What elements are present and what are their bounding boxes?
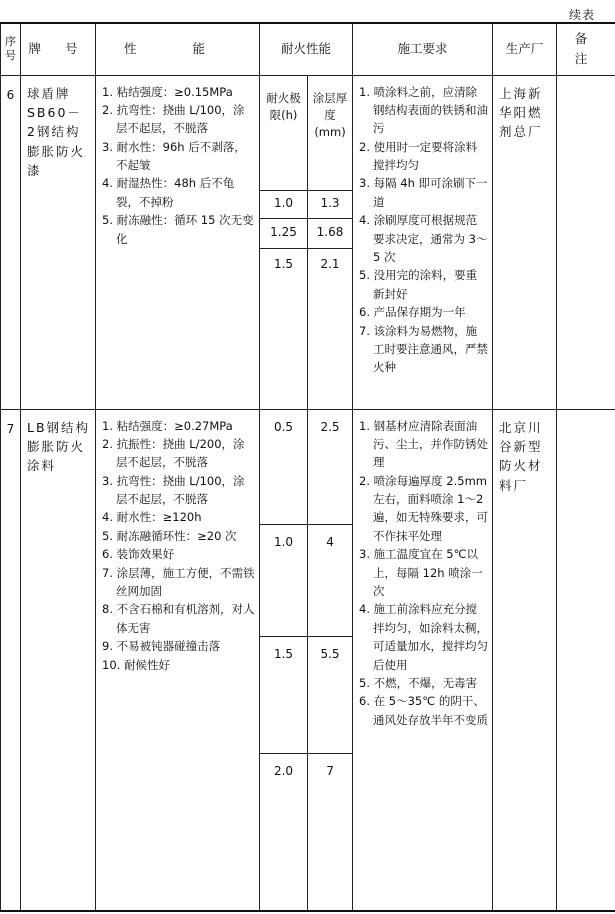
fire-limit-value: 1.0 bbox=[260, 524, 308, 636]
list-item: 3. 每隔 4h 即可涂刷下一道 bbox=[359, 176, 488, 209]
header-brand: 牌 号 bbox=[21, 23, 96, 75]
construction-list bbox=[353, 409, 493, 911]
list-item: 8. 不含石棉和有机溶剂，对人体无害 bbox=[102, 602, 255, 635]
list-item: 6. 在 5～35℃ 的阴干、通风处存放半年不变质 bbox=[359, 694, 489, 727]
list-item: 4. 耐水性：≥120h bbox=[102, 510, 202, 525]
list-item: 4. 涂刷厚度可根据规范要求决定，通常为 3～5 次 bbox=[359, 213, 488, 265]
manufacturer-name: 北京川谷新型防火材料厂 bbox=[493, 409, 557, 911]
list-item: 5. 不燃，不爆，无毒害 bbox=[359, 675, 478, 690]
list-item: 7. 涂层薄，施工方便，不需铁丝网加固 bbox=[102, 565, 255, 599]
list-item: 2. 喷涂每遍厚度 2.5mm 左右，面料喷涂 1～2 遍，如无特殊要求，可不作抹平处理 bbox=[359, 473, 489, 543]
list-item: 4. 施工前涂料应充分搅拌均匀，如涂料太稠，可适量加水，搅拌均匀后使用 bbox=[359, 602, 489, 672]
fire-limit-value: 0.5 bbox=[260, 409, 308, 524]
list-item: 9. 不易被钝器碰撞击落 bbox=[102, 639, 221, 654]
coating-thickness-value: 7 bbox=[308, 753, 353, 911]
fire-limit-value: 1.5 bbox=[260, 636, 308, 753]
remarks-cell bbox=[557, 75, 615, 409]
brand-name: 球盾牌SB60－2钢结构膨胀防火漆 bbox=[21, 75, 96, 409]
performance-list bbox=[96, 409, 260, 911]
row-number: 6 bbox=[1, 75, 21, 409]
coating-thickness-value: 2.1 bbox=[308, 248, 353, 409]
fireproof-coatings-table bbox=[0, 22, 615, 912]
table-row bbox=[1, 75, 615, 190]
list-item: 3. 耐水性：96h 后不剥落，不起皱 bbox=[102, 139, 246, 173]
list-item: 1. 喷涂料之前，应清除钢结构表面的铁锈和油污 bbox=[359, 84, 489, 136]
remarks-cell bbox=[557, 409, 615, 911]
list-item: 2. 抗弯性：挠曲 L/100，涂层不起层，不脱落 bbox=[102, 102, 245, 136]
coating-thickness-subheader: 涂层厚度(mm) bbox=[308, 75, 353, 190]
row-number: 7 bbox=[1, 409, 21, 911]
list-item: 6. 装饰效果好 bbox=[102, 547, 175, 562]
header-fire-performance: 耐火性能 bbox=[260, 23, 353, 75]
construction-list bbox=[353, 75, 493, 409]
list-item: 2. 使用时一定要将涂料搅拌均匀 bbox=[359, 139, 478, 173]
list-item: 3. 施工温度宜在 5℃以上，每隔 12h 喷涂一次 bbox=[359, 547, 483, 599]
coating-thickness-value: 1.68 bbox=[308, 218, 353, 248]
list-item: 3. 抗弯性：挠曲 L/100，涂层不起层，不脱落 bbox=[102, 473, 245, 507]
header-manufacturer: 生产厂 bbox=[493, 23, 557, 75]
list-item: 1. 粘结强度：≥0.15MPa bbox=[102, 84, 233, 99]
coating-thickness-value: 5.5 bbox=[308, 636, 353, 753]
header-construction: 施工要求 bbox=[353, 23, 493, 75]
header-row bbox=[1, 23, 615, 75]
coating-thickness-value: 4 bbox=[308, 524, 353, 636]
list-item: 4. 耐湿热性：48h 后不龟裂，不掉粉 bbox=[102, 176, 235, 209]
fire-limit-value: 1.5 bbox=[260, 248, 308, 409]
table-row bbox=[1, 409, 615, 524]
list-item: 7. 该涂料为易燃物，施工时要注意通风，严禁火种 bbox=[359, 323, 489, 375]
header-remarks: 备 注 bbox=[557, 23, 615, 75]
list-item: 5. 没用完的涂料，要重新封好 bbox=[359, 268, 478, 301]
list-item: 1. 钢基材应清除表面油污、尘土，并作防锈处理 bbox=[359, 418, 489, 470]
coating-thickness-value: 1.3 bbox=[308, 190, 353, 218]
header-no: 序号 bbox=[1, 23, 21, 75]
fire-limit-value: 2.0 bbox=[260, 753, 308, 911]
list-item: 6. 产品保存期为一年 bbox=[359, 305, 466, 320]
brand-name: LB钢结构膨胀防火涂料 bbox=[21, 409, 96, 911]
list-item: 5. 耐冻融性：循环 15 次无变化 bbox=[102, 213, 254, 246]
header-performance: 性 能 bbox=[96, 23, 260, 75]
fire-limit-value: 1.25 bbox=[260, 218, 308, 248]
list-item: 2. 抗振性：挠曲 L/200，涂层不起层，不脱落 bbox=[102, 436, 245, 470]
fire-limit-value: 1.0 bbox=[260, 190, 308, 218]
performance-list bbox=[96, 75, 260, 409]
list-item: 5. 耐冻融循环性：≥20 次 bbox=[102, 528, 237, 543]
list-item: 1. 粘结强度：≥0.27MPa bbox=[102, 418, 233, 433]
list-item: 10. 耐候性好 bbox=[102, 657, 170, 672]
manufacturer-name: 上海新华阳燃剂总厂 bbox=[493, 75, 557, 409]
continued-label: 续表 bbox=[568, 8, 595, 22]
fire-limit-subheader: 耐火极限(h) bbox=[260, 75, 308, 190]
coating-thickness-value: 2.5 bbox=[308, 409, 353, 524]
